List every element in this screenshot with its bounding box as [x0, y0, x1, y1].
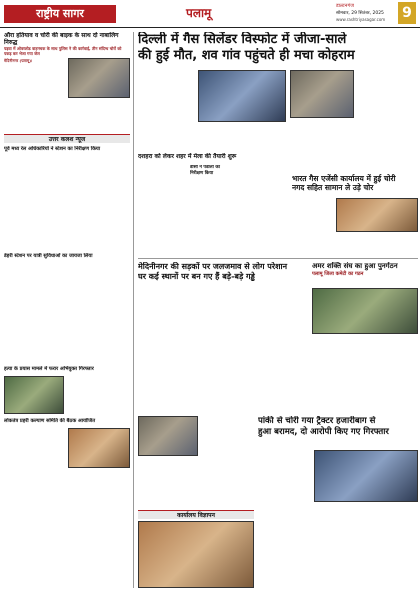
body-text	[4, 58, 64, 130]
body-text	[358, 70, 418, 170]
edition-city: डाल्टनगंज	[336, 3, 354, 9]
story-left-crime	[4, 366, 130, 374]
news-photo	[4, 376, 64, 414]
body-text	[190, 181, 232, 255]
body-text	[4, 158, 130, 250]
subhead: पलामू जिला कमेटी का गठन	[312, 270, 364, 277]
lead-story	[138, 32, 418, 68]
headline: दशहरा को लेकर शहर में मेला की तैयारी शुरू	[138, 153, 237, 160]
headline: डेहरी स्टेशन पर यात्री सुविधाओं का जायजा लिया	[4, 253, 93, 259]
body-text	[258, 450, 310, 588]
story-left-mid	[4, 146, 130, 156]
body-text	[4, 262, 130, 362]
news-photo	[290, 70, 354, 118]
brand-logo: राष्ट्रीय सागर	[4, 5, 116, 23]
news-photo	[68, 58, 130, 98]
section-title: पलामू	[186, 6, 212, 20]
body-text	[138, 70, 194, 150]
body-text	[138, 288, 192, 412]
body-text	[196, 288, 250, 412]
headline-line-2: हुआ बरामद, दो आरोपी किए गए गिरफ्तार	[258, 427, 389, 437]
lead-headline-line-2: की हुई मौत, शव गांव पहुंचते ही मचा कोहराम	[138, 48, 355, 63]
story-center-b	[190, 165, 232, 179]
headline: अमर शक्ति संघ का हुआ पुनर्गठन	[312, 262, 398, 270]
body-text	[4, 428, 64, 588]
body-text	[314, 504, 418, 588]
bottom-lead-story	[258, 416, 418, 446]
body-text	[138, 458, 198, 506]
page-number: 9	[398, 2, 416, 24]
headline-line-1: पांकी से चोरी गया ट्रैक्टर हजारीबाग से	[258, 416, 376, 426]
advertisement-image	[138, 521, 254, 588]
headline: भारत गैस एजेंसी कार्यालय में हुई चोरी	[292, 174, 396, 183]
headline-line-1: मेदिनीनगर की सड़कों पर जलजमाव से लोग परेशान	[138, 262, 288, 271]
body-text	[68, 376, 130, 414]
story-left-bottom	[4, 418, 130, 426]
headline-line-2: घर कई स्थानों पर बन गए हैं बड़े-बड़े गड्ढे	[138, 272, 255, 281]
body-text	[138, 165, 188, 255]
news-photo	[312, 288, 418, 334]
body-text	[336, 234, 418, 256]
subhead: नगद सहित सामान ले उड़े चोर	[292, 183, 374, 192]
story-left-top	[4, 32, 130, 56]
lead-photo	[198, 70, 286, 122]
headline: लोकतंत्र प्रहरी कल्याण समिति की बैठक आयोजित	[4, 418, 96, 424]
headline: हत्या के प्रयास मामले में फरार अभियुक्त गिरफ्तार	[4, 366, 94, 372]
story-middle	[292, 174, 418, 196]
column-divider	[133, 32, 134, 588]
headline: औरा हतियाव व चोरी की बाइक के साथ दो नाबालिग निरुद्ध	[4, 32, 119, 46]
body-text	[202, 416, 254, 506]
headline: डीसी ने पंडालों का निरीक्षण किया	[190, 165, 220, 176]
body-text	[198, 124, 286, 150]
section-divider	[138, 258, 418, 259]
ad-title: कार्यालय विज्ञापन	[138, 510, 254, 519]
body-text	[68, 100, 130, 130]
masthead	[0, 0, 420, 28]
lead-headline-line-1: दिल्ली में गैस सिलेंडर विस्फोट में जीजा-साले	[138, 32, 347, 47]
body-text	[290, 120, 354, 150]
body-text	[312, 336, 364, 412]
subhead: पड़वा में ओवरलोड वाहनचक के साथ पुलिस ने की कार्रवाई, तीन संदिग्ध चोरों को पकड़ कर भेजा गया जेल	[4, 46, 122, 56]
news-photo	[336, 198, 418, 232]
body-text	[292, 198, 332, 256]
body-text	[236, 165, 288, 255]
story-right-mid	[312, 262, 418, 284]
body-text	[68, 470, 130, 588]
body-text	[366, 336, 418, 412]
website: www.rashtriyasagar.com	[336, 17, 386, 22]
story-center-a	[138, 153, 356, 163]
news-photo	[314, 450, 418, 502]
headline: पूर्व मध्य रेल अधिकारियों ने स्टेशन का निरीक्षण किया	[4, 146, 101, 152]
story-left-low	[4, 253, 130, 261]
news-photo	[138, 416, 198, 456]
dateline: मेदिनीनगर (पलामू)।	[4, 58, 33, 63]
second-lead-story	[138, 262, 308, 286]
news-photo	[68, 428, 130, 468]
edition-date: सोमवार, 29 सितंबर, 2025	[336, 11, 384, 16]
news-box-title: उत्तर कलश न्यूज	[4, 134, 130, 143]
body-text	[254, 288, 308, 412]
